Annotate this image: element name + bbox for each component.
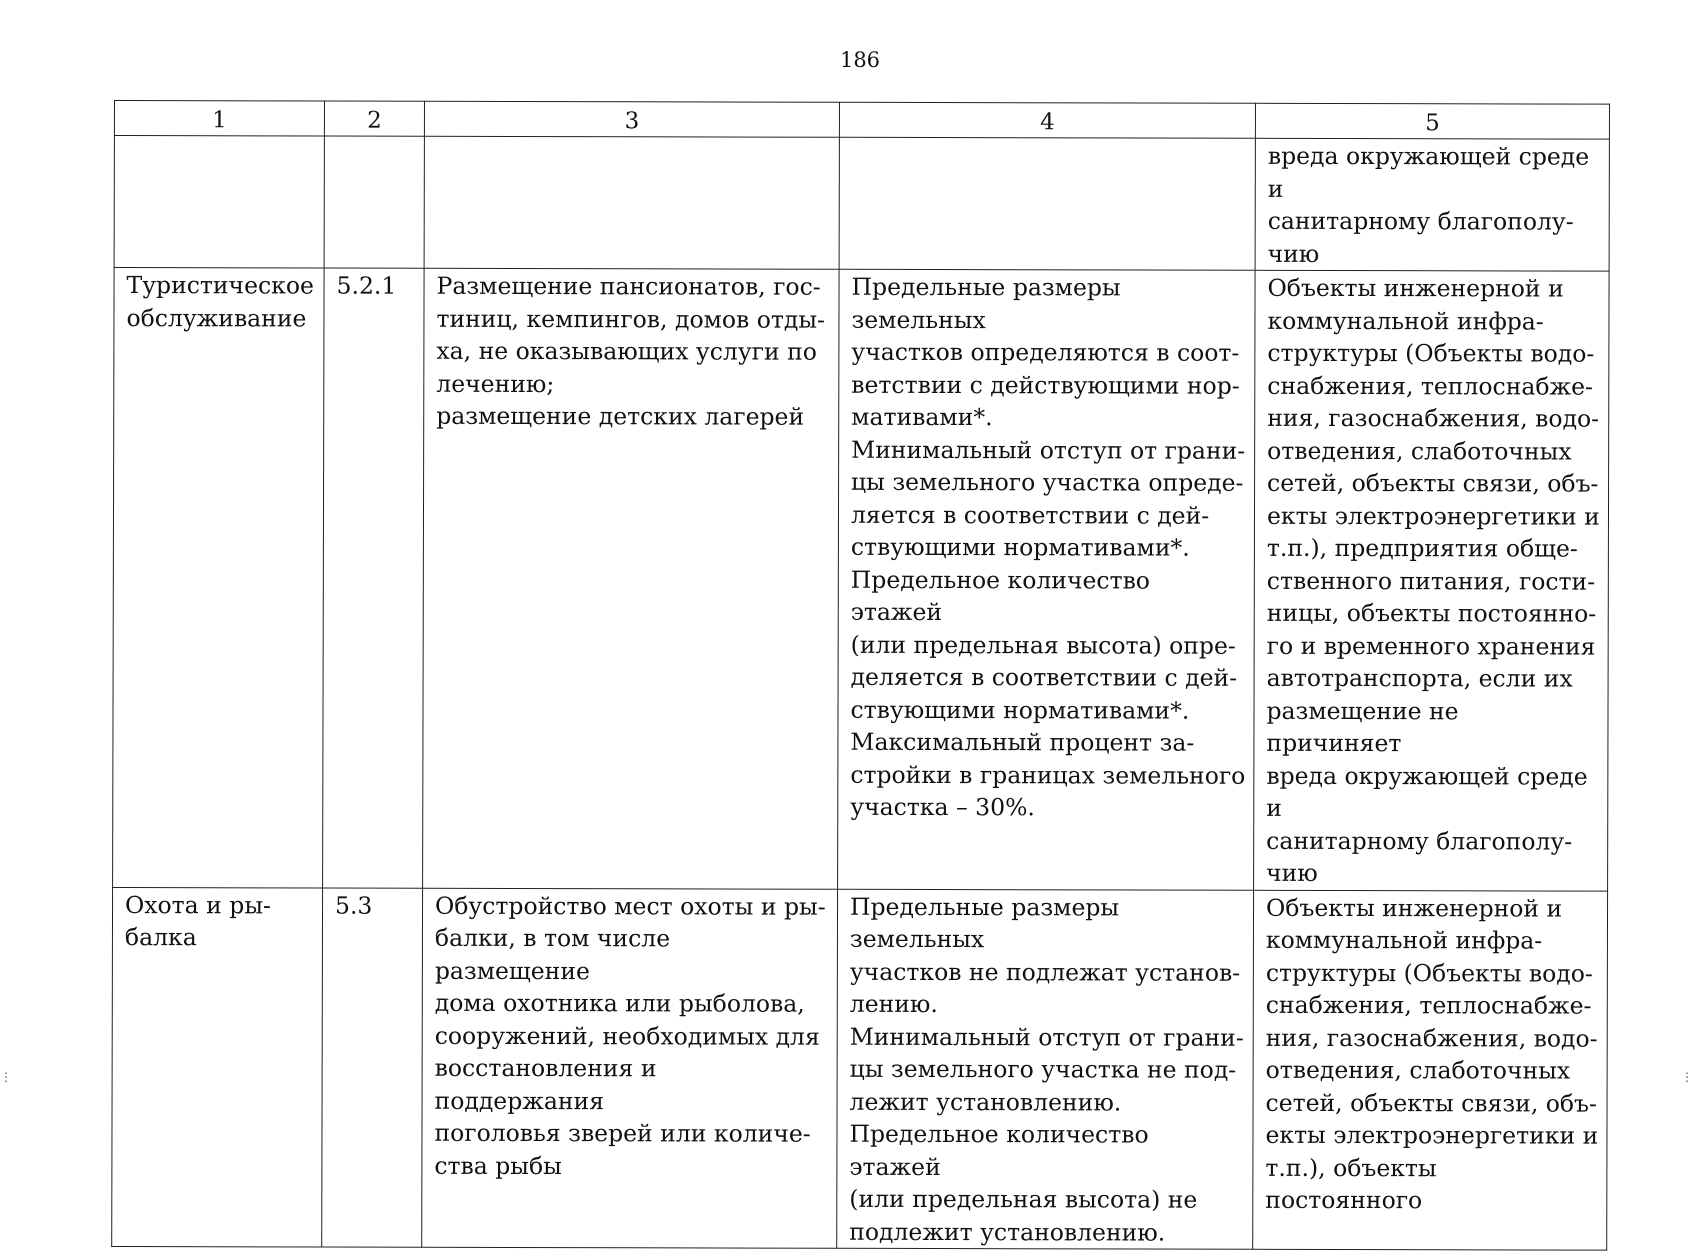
use-type-description-cell [423, 268, 840, 889]
use-type-name-cell [112, 887, 323, 1247]
use-type-auxiliary-cell [1254, 270, 1610, 890]
use-type-parameters: Предельные размеры земельных участков не подлежат установ- лению. Минимальный отступ от грани- цы земельного участка не под- лежит установлению. Предельное количество этажей (или предельная высота) не подлежит установлению. [849, 892, 1244, 1247]
continuation-cell-3 [424, 136, 839, 269]
column-header-2: 2 [324, 101, 424, 136]
column-header-4: 4 [839, 102, 1255, 138]
land-use-table [111, 100, 1610, 1251]
continuation-cell-4 [839, 137, 1255, 270]
use-type-parameters-cell [838, 269, 1256, 890]
use-type-description: Обустройство мест охоты и ры- балки, в том числе размещение дома охотника или рыболова, сооружений, необходимых для восстановления и поддержания поголовья зверей или количе- ства рыбы [434, 891, 826, 1180]
right-margin-mark: ⋮ [1681, 1070, 1693, 1084]
left-margin-mark: ⋮ [0, 1070, 12, 1084]
column-header-5: 5 [1255, 103, 1609, 139]
use-type-code: 5.2.1 [336, 271, 397, 300]
use-type-auxiliary: Объекты инженерной и коммунальной инфра- структуры (Объекты водо- снабжения, теплоснабже- ния, газоснабжения, водо- отведения, слаботочных сетей, объекты связи, объ- екты электроэнергетики и т.п.), объекты постоянного [1265, 893, 1599, 1215]
table-row-tourism [113, 268, 1610, 891]
continuation-cell-5 [1255, 138, 1609, 271]
continuation-cell-1 [114, 136, 324, 269]
use-type-description-cell [422, 888, 838, 1249]
use-type-auxiliary-cell [1253, 890, 1608, 1250]
use-type-auxiliary: Объекты инженерной и коммунальной инфра- структуры (Объекты водо- снабжения, теплоснабже- ния, газоснабжения, водо- отведения, слаботочных сетей, объекты связи, объ- екты электроэнергетики и т.п.), предприятия обще- ственного питания, гости- ницы, объекты постоянно- го и временного хранения автотранспорта, если их размещение не причиняет вреда окружающей среде и санитарному благополу- чию [1266, 273, 1600, 887]
use-type-code-cell [323, 268, 425, 888]
use-type-name-cell [113, 268, 325, 888]
column-number-header-row [114, 101, 1609, 140]
use-type-description: Размещение пансионатов, гос- тиниц, кемпингов, домов отды- ха, не оказывающих услуги по лечению; размещение детских лагерей [436, 271, 826, 431]
table-row-hunting-fishing [112, 887, 1608, 1250]
continuation-cell-2 [324, 136, 424, 268]
use-type-code-cell [322, 888, 423, 1248]
column-header-1: 1 [114, 101, 324, 137]
continuation-auxiliary-text: вреда окружающей среде и санитарному благополу- чию [1267, 141, 1590, 268]
use-type-parameters-cell [837, 889, 1254, 1250]
use-type-name: Охота и ры- балка [124, 890, 272, 952]
use-type-code: 5.3 [334, 891, 373, 920]
page-number: 186 [839, 48, 881, 72]
column-header-3: 3 [424, 101, 839, 137]
use-type-name: Туристическое обслуживание [126, 271, 314, 332]
continuation-row [114, 136, 1609, 272]
use-type-parameters: Предельные размеры земельных участков определяются в соот- ветствии с действующими нор- мативами*. Минимальный отступ от грани- цы земельного участка опреде- ляется в соответствии с дей- ствующими нормативами*. Предельное количество этажей (или предельная высота) опре- деляется в соответствии с дей- ствующими нормативами*. Максимальный процент за- стройки в границах земельного участка – 30%. [850, 272, 1246, 822]
